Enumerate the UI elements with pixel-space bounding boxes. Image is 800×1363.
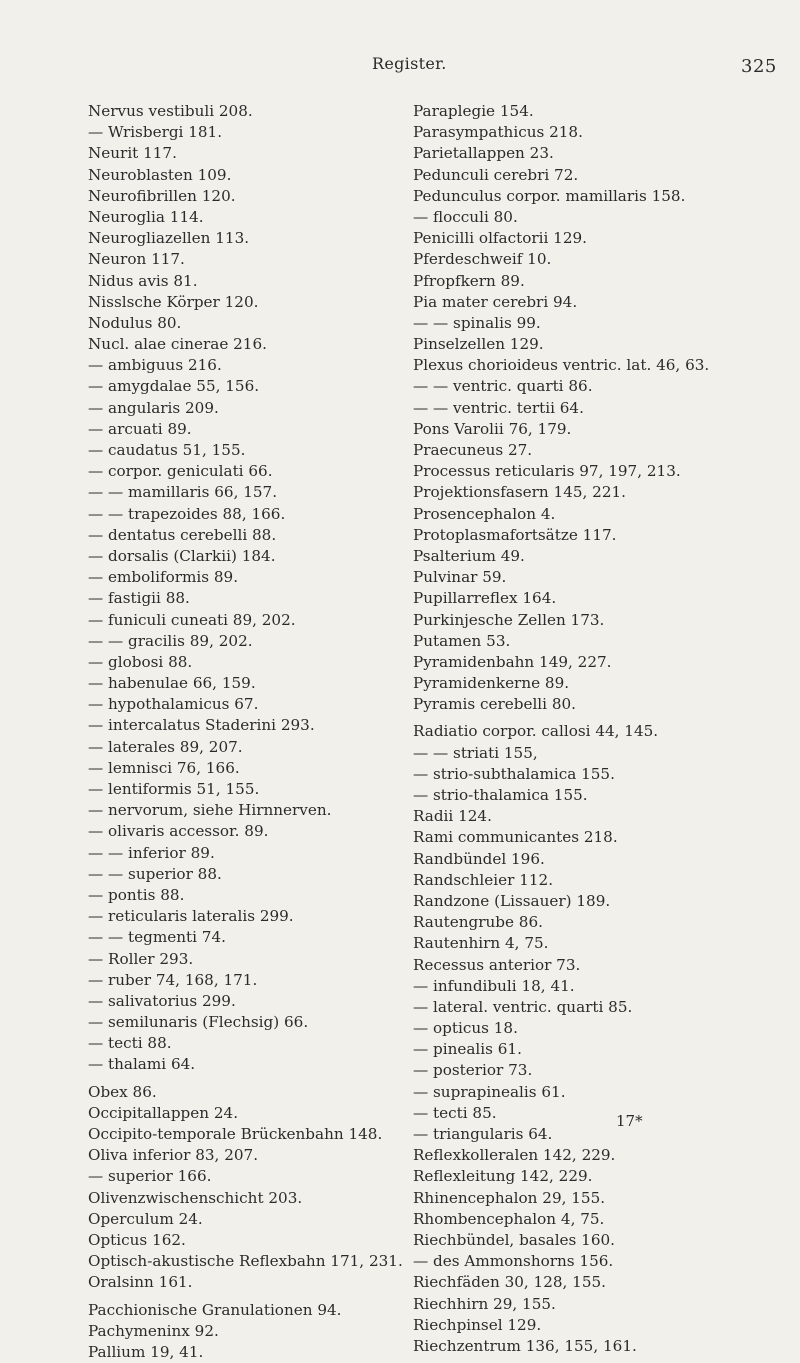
index-entry: — — trapezoides 88, 166. bbox=[88, 504, 286, 523]
index-entry: — — mamillaris 66, 157. bbox=[88, 483, 278, 502]
index-entry: — — ventric. quarti 86. bbox=[413, 377, 593, 396]
index-entry: — semilunaris (Flechsig) 66. bbox=[88, 1013, 309, 1032]
index-column-right bbox=[413, 101, 783, 1357]
index-entry: Randschleier 112. bbox=[413, 870, 554, 889]
index-entry: — strio-thalamica 155. bbox=[413, 786, 588, 804]
index-entry: Pinselzellen 129. bbox=[413, 335, 544, 354]
index-entry: Randzone (Lissauer) 189. bbox=[413, 891, 611, 910]
index-entry: — reticularis lateralis 299. bbox=[88, 907, 294, 926]
index-entry: Rami communicantes 218. bbox=[413, 828, 618, 847]
index-entry: — lateral. ventric. quarti 85. bbox=[413, 997, 633, 1016]
index-entry: Neuroglia 114. bbox=[88, 207, 204, 226]
index-entry: Nidus avis 81. bbox=[88, 271, 198, 290]
index-entry: — fastigii 88. bbox=[88, 589, 190, 608]
index-entry: Rhombencephalon 4, 75. bbox=[413, 1209, 605, 1228]
index-entry: Opticus 162. bbox=[88, 1230, 186, 1249]
index-entry: — dentatus cerebelli 88. bbox=[88, 525, 277, 544]
index-entry: — Wrisbergi 181. bbox=[88, 123, 223, 142]
index-entry: Riechfäden 30, 128, 155. bbox=[413, 1273, 607, 1292]
index-entry: Pyramidenbahn 149, 227. bbox=[413, 652, 612, 671]
index-entry: Nucl. alae cinerae 216. bbox=[88, 335, 267, 354]
signature-mark: 17* bbox=[616, 1112, 643, 1130]
index-entry: Parietallappen 23. bbox=[413, 144, 554, 163]
index-entry: — hypothalamicus 67. bbox=[88, 695, 259, 714]
index-entry: Pallium 19, 41. bbox=[88, 1342, 204, 1361]
index-entry: Paraplegie 154. bbox=[413, 102, 534, 120]
index-entry: — — superior 88. bbox=[88, 864, 222, 883]
index-entry: Neurogliazellen 113. bbox=[88, 229, 250, 248]
index-entry: — Roller 293. bbox=[88, 949, 194, 968]
index-entry: Occipitallappen 24. bbox=[88, 1103, 239, 1122]
index-entry: Neuron 117. bbox=[88, 250, 185, 269]
running-title: Register. bbox=[372, 54, 447, 73]
index-entry: Riechzentrum 136, 155, 161. bbox=[413, 1336, 637, 1355]
index-entry: Nisslsche Körper 120. bbox=[88, 292, 259, 311]
index-entry: — posterior 73. bbox=[413, 1061, 533, 1080]
index-entry: Pacchionische Granulationen 94. bbox=[88, 1300, 342, 1319]
index-entry: — tecti 85. bbox=[413, 1103, 497, 1122]
index-entry: — infundibuli 18, 41. bbox=[413, 976, 575, 995]
index-entry: Psalterium 49. bbox=[413, 546, 525, 565]
index-entry: — salivatorius 299. bbox=[88, 991, 236, 1010]
index-entry: Pia mater cerebri 94. bbox=[413, 292, 578, 311]
index-entry: — tecti 88. bbox=[88, 1034, 172, 1053]
index-entry: — suprapinealis 61. bbox=[413, 1082, 566, 1101]
index-entry: — des Ammonshorns 156. bbox=[413, 1252, 614, 1271]
index-entry: — habenulae 66, 159. bbox=[88, 674, 256, 693]
index-entry: Oralsinn 161. bbox=[88, 1273, 193, 1292]
index-entry: — angularis 209. bbox=[88, 398, 219, 417]
index-entry: — opticus 18. bbox=[413, 1019, 518, 1038]
index-entry: Pferdeschweif 10. bbox=[413, 250, 552, 269]
index-entry: — globosi 88. bbox=[88, 652, 193, 671]
index-entry: Neurofibrillen 120. bbox=[88, 186, 236, 205]
index-entry: Pachymeninx 92. bbox=[88, 1321, 219, 1340]
index-entry: Obex 86. bbox=[88, 1082, 157, 1101]
index-entry: Reflexleitung 142, 229. bbox=[413, 1167, 593, 1186]
index-entry: Praecuneus 27. bbox=[413, 441, 533, 459]
index-entry: Projektionsfasern 145, 221. bbox=[413, 483, 626, 502]
index-entry: Operculum 24. bbox=[88, 1209, 203, 1228]
index-entry: — corpor. geniculati 66. bbox=[88, 462, 273, 481]
index-entry: — dorsalis (Clarkii) 184. bbox=[88, 546, 276, 565]
index-entry: — funiculi cuneati 89, 202. bbox=[88, 610, 296, 629]
index-entry: Pupillarreflex 164. bbox=[413, 589, 557, 608]
index-entry: — — tegmenti 74. bbox=[88, 928, 226, 947]
index-entry: — pontis 88. bbox=[88, 885, 185, 904]
index-entry: — — ventric. tertii 64. bbox=[413, 398, 584, 417]
index-entry: Pons Varolii 76, 179. bbox=[413, 419, 572, 438]
index-entry: Rhinencephalon 29, 155. bbox=[413, 1188, 606, 1207]
index-entry: Plexus chorioideus ventric. lat. 46, 63. bbox=[413, 356, 710, 375]
index-entry: Rautengrube 86. bbox=[413, 913, 543, 932]
index-entry: — ambiguus 216. bbox=[88, 356, 222, 375]
index-entry: Pulvinar 59. bbox=[413, 568, 507, 587]
index-entry: — laterales 89, 207. bbox=[88, 737, 243, 756]
index-entry: Putamen 53. bbox=[413, 631, 511, 650]
index-entry: — nervorum, siehe Hirnnerven. bbox=[88, 801, 332, 820]
index-entry: — triangularis 64. bbox=[413, 1125, 553, 1143]
index-entry: Olivenzwischenschicht 203. bbox=[88, 1188, 303, 1207]
index-entry: Rautenhirn 4, 75. bbox=[413, 934, 549, 953]
index-entry: Nervus vestibuli 208. bbox=[88, 102, 253, 120]
index-entry: Randbündel 196. bbox=[413, 849, 545, 868]
index-entry: — superior 166. bbox=[88, 1167, 212, 1186]
index-entry: — — striati 155, bbox=[413, 743, 538, 762]
index-entry: Radii 124. bbox=[413, 807, 492, 826]
index-entry: Parasympathicus 218. bbox=[413, 123, 583, 142]
index-entry: — caudatus 51, 155. bbox=[88, 441, 246, 459]
index-entry: Riechhirn 29, 155. bbox=[413, 1294, 556, 1313]
index-entry: Processus reticularis 97, 197, 213. bbox=[413, 462, 681, 481]
index-entry: — strio-subthalamica 155. bbox=[413, 764, 615, 783]
index-entry: — olivaris accessor. 89. bbox=[88, 822, 269, 841]
index-entry: Pfropfkern 89. bbox=[413, 271, 525, 290]
index-entry: Recessus anterior 73. bbox=[413, 955, 581, 974]
index-entry: — thalami 64. bbox=[88, 1055, 196, 1074]
index-entry: — pinealis 61. bbox=[413, 1040, 522, 1059]
index-entry: Nodulus 80. bbox=[88, 313, 182, 332]
index-entry: Penicilli olfactorii 129. bbox=[413, 229, 587, 248]
page-number: 325 bbox=[741, 56, 777, 77]
index-entry: Optisch-akustische Reflexbahn 171, 231. bbox=[88, 1252, 403, 1271]
index-entry: Occipito-temporale Brückenbahn 148. bbox=[88, 1125, 383, 1143]
index-entry: — — inferior 89. bbox=[88, 843, 215, 862]
index-entry: Neurit 117. bbox=[88, 144, 177, 163]
index-entry: Oliva inferior 83, 207. bbox=[88, 1146, 259, 1165]
index-entry: — lemnisci 76, 166. bbox=[88, 758, 240, 777]
index-entry: — flocculi 80. bbox=[413, 207, 518, 226]
index-entry: — emboliformis 89. bbox=[88, 568, 239, 587]
page-header bbox=[0, 54, 800, 80]
index-entry: — — gracilis 89, 202. bbox=[88, 631, 253, 650]
index-entry: — ruber 74, 168, 171. bbox=[88, 970, 258, 989]
index-entry: Prosencephalon 4. bbox=[413, 504, 556, 523]
index-entry: Radiatio corpor. callosi 44, 145. bbox=[413, 722, 659, 741]
index-entry: Protoplasmafortsätze 117. bbox=[413, 525, 617, 544]
index-entry: Pyramis cerebelli 80. bbox=[413, 695, 576, 714]
index-entry: Neuroblasten 109. bbox=[88, 165, 232, 184]
index-entry: — arcuati 89. bbox=[88, 419, 192, 438]
index-column-left bbox=[88, 101, 403, 1363]
index-entry: Riechbündel, basales 160. bbox=[413, 1230, 615, 1249]
index-entry: Purkinjesche Zellen 173. bbox=[413, 610, 605, 629]
index-entry: Pyramidenkerne 89. bbox=[413, 674, 570, 693]
index-entry: Pedunculus corpor. mamillaris 158. bbox=[413, 186, 686, 205]
index-entry: — intercalatus Staderini 293. bbox=[88, 716, 315, 735]
index-entry: Riechpinsel 129. bbox=[413, 1315, 542, 1334]
index-entry: Pedunculi cerebri 72. bbox=[413, 165, 579, 184]
index-entry: Reflexkolleralen 142, 229. bbox=[413, 1146, 616, 1165]
index-entry: — amygdalae 55, 156. bbox=[88, 377, 260, 396]
index-entry: — lentiformis 51, 155. bbox=[88, 780, 260, 798]
index-entry: — — spinalis 99. bbox=[413, 313, 541, 332]
